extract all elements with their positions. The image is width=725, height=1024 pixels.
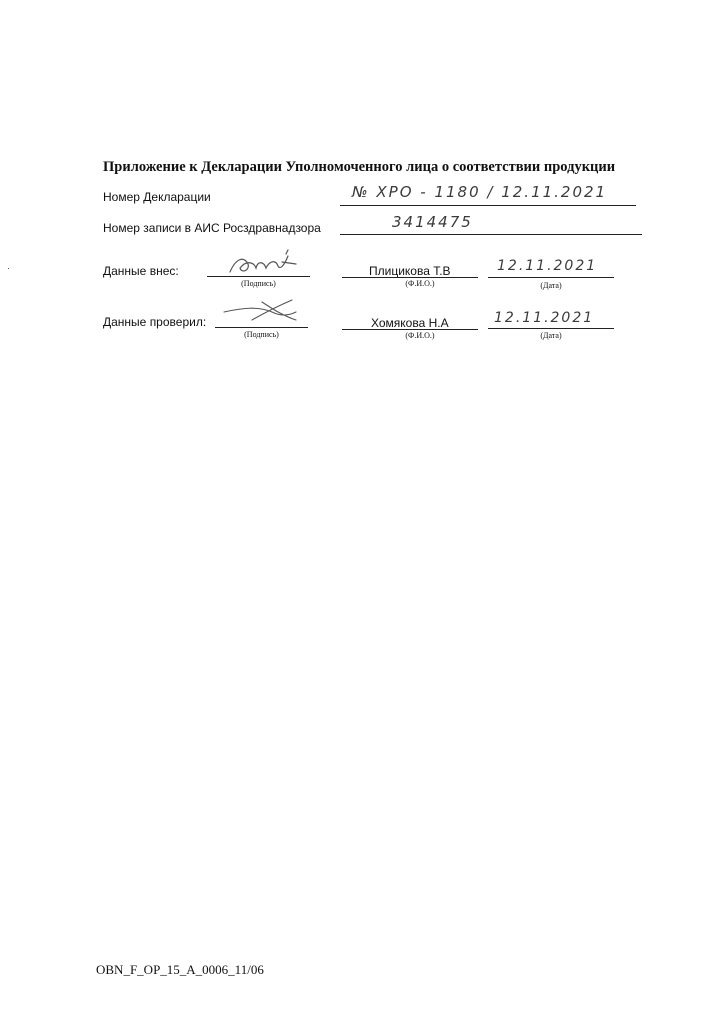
checked-by-signature (222, 298, 312, 326)
declaration-number-label: Номер Декларации (103, 190, 211, 204)
entered-by-signature (222, 248, 308, 278)
declaration-number-value: № ХРО - 1180 / 12.11.2021 (352, 183, 608, 201)
scan-speck (8, 268, 9, 269)
checked-by-date-caption: (Дата) (540, 331, 562, 340)
document-title: Приложение к Декларации Уполномоченного лица о соответствии продукции (103, 159, 616, 175)
entered-by-signature-line (207, 276, 310, 277)
entered-by-name: Плицикова Т.В (369, 264, 451, 278)
checked-by-date-line (488, 328, 614, 329)
ais-record-value: 3414475 (392, 213, 473, 231)
entered-by-date: 12.11.2021 (497, 258, 598, 274)
entered-by-name-caption: (Ф.И.О.) (405, 279, 435, 288)
entered-by-label: Данные внес: (103, 264, 179, 278)
ais-record-label: Номер записи в АИС Росздравнадзора (103, 221, 321, 235)
checked-by-date: 12.11.2021 (494, 310, 595, 326)
checked-by-name-line (342, 329, 478, 330)
checked-by-signature-caption: (Подпись) (244, 330, 279, 339)
entered-by-date-line (488, 277, 614, 278)
entered-by-name-line (342, 277, 478, 278)
checked-by-label: Данные проверил: (103, 315, 207, 329)
entered-by-signature-caption: (Подпись) (241, 279, 276, 288)
ais-record-underline (340, 234, 642, 235)
entered-by-date-caption: (Дата) (540, 281, 562, 290)
checked-by-signature-line (215, 327, 308, 328)
checked-by-name-caption: (Ф.И.О.) (405, 331, 435, 340)
checked-by-name: Хомякова Н.А (371, 316, 449, 330)
declaration-number-underline (340, 205, 636, 206)
form-code-footer: OBN_F_OP_15_A_0006_11/06 (96, 962, 264, 977)
